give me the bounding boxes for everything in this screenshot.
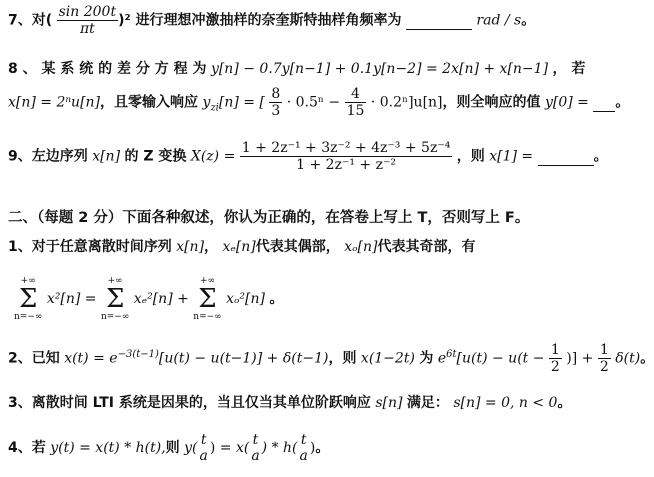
s2-fraction-1: $\frac{1}{2}$ (550, 342, 560, 375)
q9-z-transform-fraction: $\frac{\text{1 + 2z⁻¹ + 3z⁻² + 4z⁻³ + 5z⁻⁴}}{\text{1 + 2z⁻¹ + z⁻²}}$ (241, 140, 451, 173)
q8-line2: x[n] = 2ⁿu[n]，且零输入响应 $y_{zi}[n]$ = [ $\frac{8}{3}$ · 0.5ⁿ − $\frac{4}{15}$ · 0.2ⁿ]u[n]，则全响应的值 y[0] = 。 (8, 86, 630, 119)
q7-answer-blank (406, 13, 472, 30)
q7-fraction: $\frac{\sin 200t}{\pi t}$ (58, 4, 117, 37)
q8-fraction-2: $\frac{4}{15}$ (346, 86, 365, 119)
s4-fraction-x: t a (251, 432, 260, 464)
s1-equation: +∞ Σ n=−∞ x²[n] = +∞ Σ n=−∞ xₑ²[n] + +∞ Σ n=−∞ xₒ²[n] 。 (14, 276, 284, 322)
sum-symbol-1: +∞ Σ n=−∞ (14, 276, 43, 322)
sum-symbol-2: +∞ Σ n=−∞ (100, 276, 130, 322)
q8-answer-blank (593, 95, 615, 112)
q8-fraction-1: $\frac{8}{3}$ (271, 86, 281, 119)
sum-symbol-3: +∞ Σ n=−∞ (193, 276, 222, 322)
s3-line: 3、离散时间 LTI 系统是因果的，当且仅当其单位阶跃响应 s[n] 满足： s[n] = 0, n < 0。 (8, 395, 572, 411)
s4-fraction-y: t a (199, 432, 208, 464)
section-2-heading: 二、（每题 2 分）下面各种叙述，你认为正确的，在答卷上写上 T，否则写上 F。 (8, 210, 530, 226)
q9-answer-blank (538, 149, 594, 166)
s2-fraction-2: $\frac{1}{2}$ (599, 342, 609, 375)
q9-line: 9、左边序列 x[n] 的 Z 变换 X(z) = $\frac{\text{1 + 2z⁻¹ + 3z⁻² + 4z⁻³ + 5z⁻⁴}}{\text{1 + 2z⁻¹ + z⁻²}}$ ，则 x[1] = 。 (8, 140, 608, 173)
q7-number: 7、 (8, 12, 32, 29)
s1-line1: 1、对于任意离散时间序列 x[n]， xₑ[n]代表其偶部， xₒ[n]代表其奇部，有 (8, 239, 476, 255)
q8-difference-equation: y[n] − 0.7y[n−1] + 0.1y[n−2] = 2x[n] + x[n−1] (210, 61, 549, 77)
s4-fraction-h: t a (299, 432, 308, 464)
q7-line: 7、对( $\frac{\sin 200t}{\pi t}$ )² 进行理想冲激抽样的奈奎斯特抽样角频率为 rad / s。 (8, 4, 536, 37)
q8-line1: 8 、 某 系 统 的 差 分 方 程 为 y[n] − 0.7y[n−1] + 0.1y[n−2] = 2x[n] + x[n−1] ， 若 (8, 61, 586, 77)
s2-line: 2、已知 $x(t) = e^{-3(t-1)}[u(t) - u(t-1)] + \delta(t-1)$，则 x(1−2t) 为 $e^{6t}[u(t) - u(t$ − $\frac{1}{2}$ )] + $\frac{1}{2}$ δ(t)。 (8, 342, 654, 375)
s4-line: 4、若 y(t) = x(t) * h(t),则 y( t a ) = x( t a ) * h( t a )。 (8, 432, 330, 464)
q7-unit: rad / s (476, 12, 522, 29)
